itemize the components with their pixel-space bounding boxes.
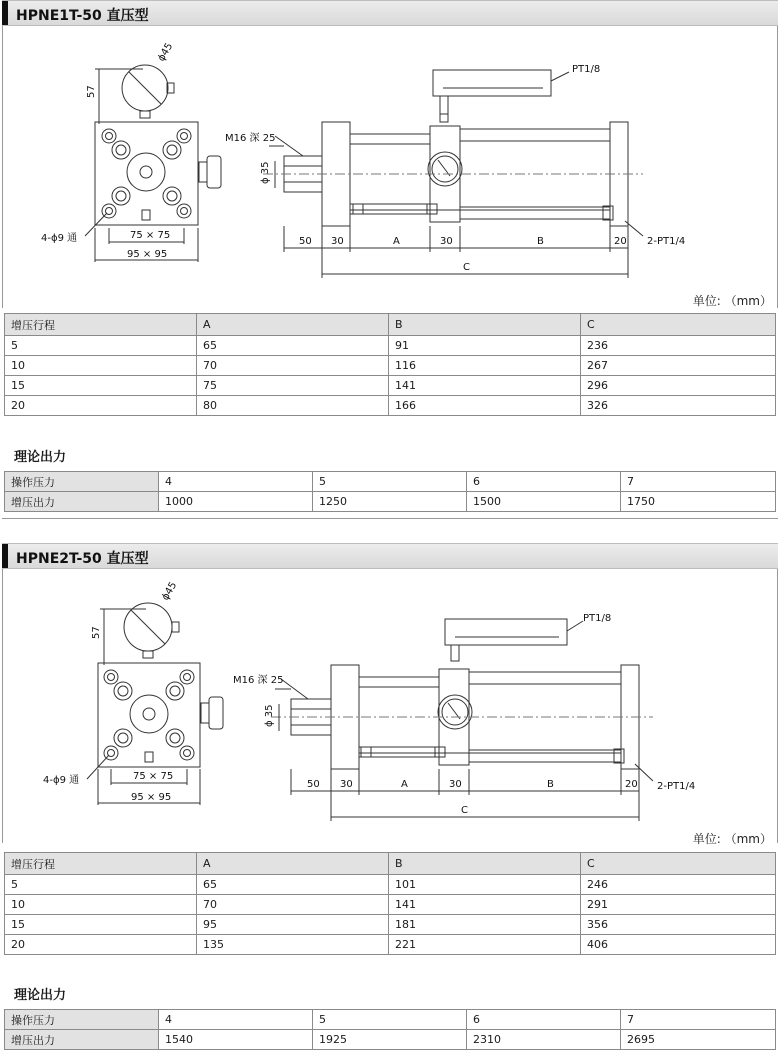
table-cell: 406 — [581, 935, 776, 955]
table-cell: 141 — [389, 376, 581, 396]
divider — [2, 518, 778, 519]
table-cell: 296 — [581, 376, 776, 396]
table-cell: 4 — [159, 1010, 313, 1030]
dim-75: 75 × 75 — [133, 771, 174, 782]
table-row — [5, 915, 776, 935]
dim-95: 95 × 95 — [131, 792, 172, 803]
table-row — [5, 895, 776, 915]
output-table — [4, 1009, 776, 1050]
table-cell: 7 — [621, 472, 776, 492]
dim-phi35: ϕ 35 — [260, 161, 271, 184]
table-cell: 70 — [197, 356, 389, 376]
header-cell: A — [197, 853, 389, 875]
table-row — [5, 336, 776, 356]
m16-label: M16 深 25 — [233, 675, 284, 686]
dim-a: A — [393, 236, 400, 247]
header-cell: B — [389, 314, 581, 336]
table-row — [5, 472, 776, 492]
table-cell: 95 — [197, 915, 389, 935]
section-hpne2t — [0, 543, 780, 1059]
dimension-table — [4, 313, 776, 416]
table-cell: 2695 — [621, 1030, 776, 1050]
table-cell: 70 — [197, 895, 389, 915]
table-row — [5, 396, 776, 416]
dim-30b: 30 — [449, 779, 462, 790]
unit-label: 单位: （mm） — [692, 832, 772, 846]
table-cell: 6 — [467, 1010, 621, 1030]
dim-a: A — [401, 779, 408, 790]
drawing-frame — [2, 26, 778, 308]
dim-30a: 30 — [340, 779, 353, 790]
table-cell: 1250 — [313, 492, 467, 512]
dim-30a: 30 — [331, 236, 344, 247]
table-cell: 1750 — [621, 492, 776, 512]
table-cell: 5 — [313, 1010, 467, 1030]
table-cell: 75 — [197, 376, 389, 396]
table-cell: 356 — [581, 915, 776, 935]
table-cell: 2310 — [467, 1030, 621, 1050]
table-cell: 4 — [159, 472, 313, 492]
technical-drawing — [3, 26, 779, 308]
dimension-table — [4, 852, 776, 955]
table-row — [5, 492, 776, 512]
table-row — [5, 1010, 776, 1030]
table-cell: 5 — [313, 472, 467, 492]
technical-drawing — [3, 569, 779, 843]
table-cell: 246 — [581, 875, 776, 895]
dim-50: 50 — [299, 236, 312, 247]
dim-c: C — [463, 262, 470, 273]
row-header-cell: 操作压力 — [5, 1010, 159, 1030]
dim-b: B — [537, 236, 544, 247]
section-header — [2, 543, 778, 569]
table-cell: 5 — [5, 336, 197, 356]
header-cell: A — [197, 314, 389, 336]
header-cell: 增压行程 — [5, 853, 197, 875]
table-row — [5, 935, 776, 955]
dim-75: 75 × 75 — [130, 230, 171, 241]
section-title: HPNE1T-50 直压型 — [16, 8, 149, 24]
header-cell: C — [581, 314, 776, 336]
table-cell: 80 — [197, 396, 389, 416]
output-table — [4, 471, 776, 512]
pt18-label: PT1/8 — [583, 613, 612, 624]
output-title: 理论出力 — [14, 988, 67, 1003]
header-bar — [2, 1, 8, 25]
table-cell: 20 — [5, 935, 197, 955]
table-cell: 91 — [389, 336, 581, 356]
table-row — [5, 1030, 776, 1050]
dim-95: 95 × 95 — [127, 249, 168, 260]
dim-phi35: ϕ 35 — [264, 704, 275, 727]
dim-c: C — [461, 805, 468, 816]
table-cell: 101 — [389, 875, 581, 895]
table-cell: 5 — [5, 875, 197, 895]
table-cell: 6 — [467, 472, 621, 492]
dim-57: 57 — [91, 626, 102, 639]
table-cell: 1540 — [159, 1030, 313, 1050]
row-header-cell: 操作压力 — [5, 472, 159, 492]
table-cell: 7 — [621, 1010, 776, 1030]
header-cell: C — [581, 853, 776, 875]
table-cell: 326 — [581, 396, 776, 416]
table-row — [5, 376, 776, 396]
dim-30b: 30 — [440, 236, 453, 247]
hole-label: 4-ϕ9 通 — [41, 233, 78, 244]
section-header — [2, 0, 778, 26]
table-cell: 15 — [5, 376, 197, 396]
table-cell: 65 — [197, 336, 389, 356]
table-cell: 267 — [581, 356, 776, 376]
pt14-label: 2-PT1/4 — [657, 781, 696, 792]
table-cell: 65 — [197, 875, 389, 895]
dim-20: 20 — [614, 236, 627, 247]
table-cell: 10 — [5, 895, 197, 915]
table-header-row — [5, 314, 776, 336]
pt14-label: 2-PT1/4 — [647, 236, 686, 247]
section-title: HPNE2T-50 直压型 — [16, 551, 149, 567]
table-cell: 181 — [389, 915, 581, 935]
dim-phi45: ϕ45 — [156, 41, 176, 64]
header-cell: 增压行程 — [5, 314, 197, 336]
header-bar — [2, 544, 8, 568]
dim-phi45: ϕ45 — [160, 580, 180, 603]
dim-b: B — [547, 779, 554, 790]
unit-label: 单位: （mm） — [692, 294, 772, 308]
row-header-cell: 增压出力 — [5, 492, 159, 512]
table-cell: 221 — [389, 935, 581, 955]
table-cell: 1925 — [313, 1030, 467, 1050]
row-header-cell: 增压出力 — [5, 1030, 159, 1050]
dim-57: 57 — [86, 85, 97, 98]
m16-label: M16 深 25 — [225, 133, 276, 144]
table-header-row — [5, 853, 776, 875]
table-cell: 20 — [5, 396, 197, 416]
drawing-frame — [2, 569, 778, 843]
table-cell: 291 — [581, 895, 776, 915]
header-cell: B — [389, 853, 581, 875]
pt18-label: PT1/8 — [572, 64, 601, 75]
table-cell: 166 — [389, 396, 581, 416]
dim-50: 50 — [307, 779, 320, 790]
dim-20: 20 — [625, 779, 638, 790]
table-cell: 1500 — [467, 492, 621, 512]
table-cell: 236 — [581, 336, 776, 356]
table-cell: 135 — [197, 935, 389, 955]
table-row — [5, 875, 776, 895]
output-title: 理论出力 — [14, 450, 67, 465]
hole-label: 4-ϕ9 通 — [43, 775, 80, 786]
table-cell: 141 — [389, 895, 581, 915]
table-cell: 10 — [5, 356, 197, 376]
table-cell: 116 — [389, 356, 581, 376]
table-row — [5, 356, 776, 376]
table-cell: 1000 — [159, 492, 313, 512]
table-cell: 15 — [5, 915, 197, 935]
